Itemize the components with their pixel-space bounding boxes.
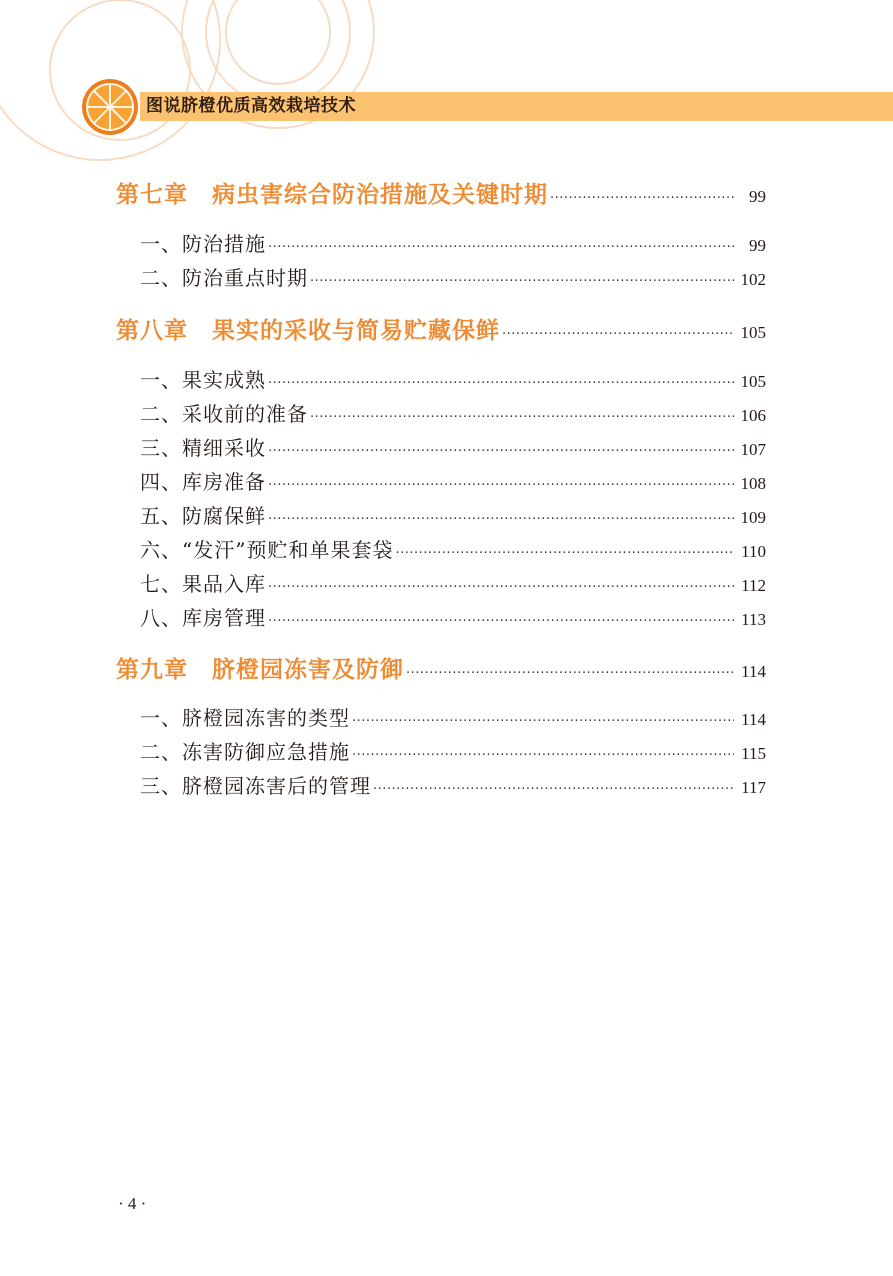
toc-section[interactable]	[140, 432, 766, 461]
toc-section[interactable]	[140, 770, 766, 799]
toc-section[interactable]	[140, 364, 766, 393]
section-title: 七、果品入库	[140, 572, 266, 596]
page-number: 108	[740, 474, 766, 493]
section-title: 三、精细采收	[140, 436, 266, 460]
page-number: 115	[741, 744, 766, 763]
toc-chapter-8[interactable]	[116, 312, 766, 345]
toc-section[interactable]	[140, 602, 766, 631]
dot-leader	[268, 240, 734, 255]
dot-leader	[268, 614, 734, 629]
page-number: 109	[740, 508, 766, 527]
dot-leader	[352, 748, 734, 763]
section-title: 四、库房准备	[140, 470, 266, 494]
book-title: 图说脐橙优质高效栽培技术	[146, 96, 356, 116]
dot-leader	[268, 580, 734, 595]
toc-section[interactable]	[140, 736, 766, 765]
section-title: 一、防治措施	[140, 232, 266, 256]
page-number: 114	[741, 662, 766, 681]
page-number: 107	[740, 440, 766, 459]
page-number: 99	[749, 236, 766, 255]
toc-section[interactable]	[140, 568, 766, 597]
section-title: 一、果实成熟	[140, 368, 266, 392]
page-number: 110	[741, 542, 766, 561]
toc-section[interactable]	[140, 466, 766, 495]
page-number: 102	[740, 270, 766, 289]
page-number: 99	[749, 187, 766, 206]
page-number: 112	[741, 576, 766, 595]
dot-leader	[310, 410, 734, 425]
page-number: 113	[741, 610, 766, 629]
dot-leader	[268, 376, 734, 391]
toc-chapter-7[interactable]	[116, 176, 766, 209]
page-number: 114	[741, 710, 766, 729]
page-number: 105	[740, 372, 766, 391]
chapter-title: 第七章 病虫害综合防治措施及关键时期	[116, 182, 548, 208]
dot-leader	[310, 274, 734, 289]
section-title: 二、采收前的准备	[140, 402, 308, 426]
toc-chapter-9[interactable]	[116, 651, 766, 684]
section-title: 八、库房管理	[140, 606, 266, 630]
dot-leader	[268, 512, 734, 527]
dot-leader	[550, 191, 734, 206]
page-number: 117	[741, 778, 766, 797]
toc-section[interactable]	[140, 398, 766, 427]
dot-leader	[373, 782, 734, 797]
dot-leader	[268, 444, 734, 459]
chapter-title: 第九章 脐橙园冻害及防御	[116, 657, 404, 683]
toc-section[interactable]	[140, 262, 766, 291]
section-title: 一、脐橙园冻害的类型	[140, 706, 350, 730]
page-number-footer: · 4 ·	[118, 1194, 147, 1213]
chapter-title: 第八章 果实的采收与简易贮藏保鲜	[116, 318, 500, 344]
toc-section[interactable]	[140, 534, 766, 563]
section-title: 二、冻害防御应急措施	[140, 740, 350, 764]
section-title: 二、防治重点时期	[140, 266, 308, 290]
dot-leader	[268, 478, 734, 493]
section-title: 六、“发汗”预贮和单果套袋	[140, 538, 394, 562]
dot-leader	[352, 714, 734, 729]
toc-section[interactable]	[140, 500, 766, 529]
page-number: 106	[740, 406, 766, 425]
section-title: 三、脐橙园冻害后的管理	[140, 774, 371, 798]
section-title: 五、防腐保鲜	[140, 504, 266, 528]
toc-section[interactable]	[140, 228, 766, 257]
dot-leader	[406, 666, 734, 681]
page-number: 105	[740, 323, 766, 342]
dot-leader	[395, 546, 734, 561]
dot-leader	[502, 327, 734, 342]
orange-slice-icon	[81, 78, 139, 136]
toc-section[interactable]	[140, 702, 766, 731]
